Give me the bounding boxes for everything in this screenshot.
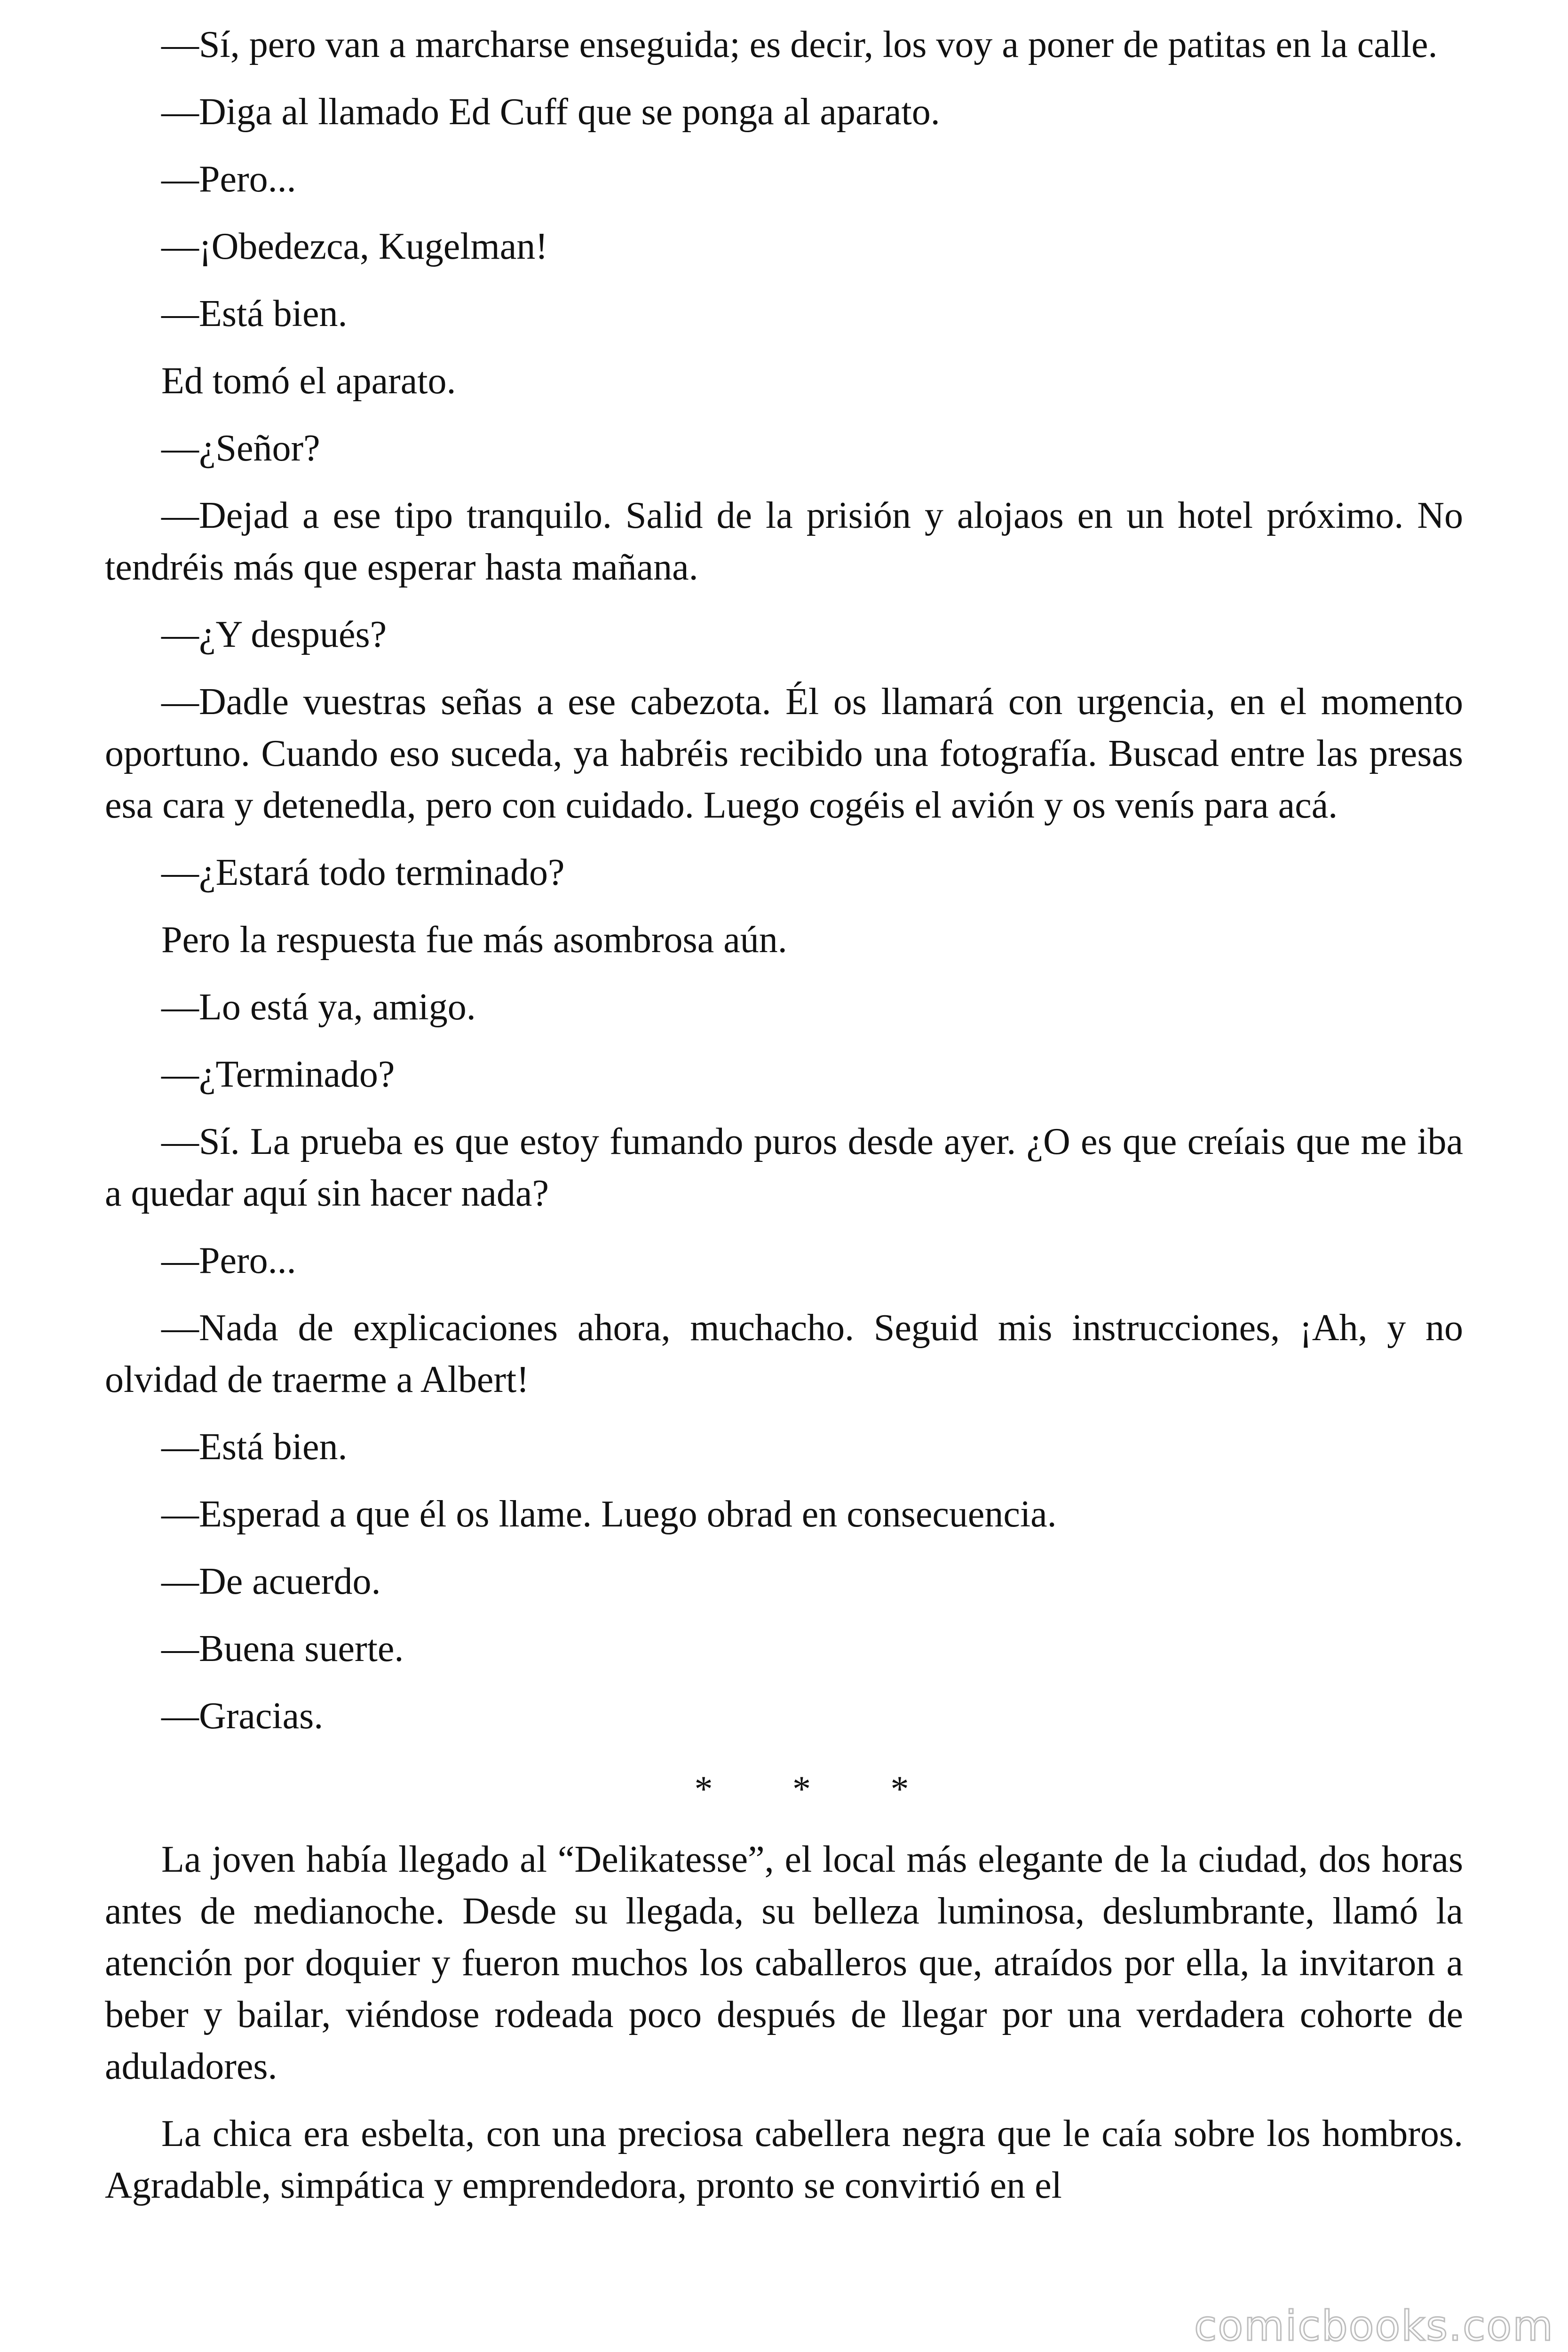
paragraph: —Sí, pero van a marcharse enseguida; es decir, los voy a poner de patitas en la calle.	[161, 24, 1438, 65]
paragraph: —Lo está ya, amigo.	[161, 986, 476, 1028]
paragraph: —De acuerdo.	[161, 1561, 381, 1602]
paragraph: Pero la respuesta fue más asombrosa aún.	[161, 919, 787, 961]
paragraph: La joven había llegado al “Delikatesse”, el local más elegante de la ciudad, dos horas antes de medianoche. Desde su llegada, su belleza luminosa, deslumbrante, llamó la atención por doquier y fueron muchos los caballeros que, atraídos por ella, la invitaron a beber y bailar, viéndose rodeada poco después de llegar por una verdadera cohorte de aduladores.	[105, 1839, 1463, 2087]
paragraph: —Buena suerte.	[161, 1628, 404, 1669]
paragraph: —¿Estará todo terminado?	[161, 852, 565, 893]
paragraph: —Dadle vuestras señas a ese cabezota. Él os llamará con urgencia, en el momento oportuno. Cuando eso suceda, ya habréis recibido una fotografía. Buscad entre las presas esa cara y detenedla, pero con cuidado. Luego cogéis el avión y os venís para acá.	[105, 681, 1463, 826]
paragraph: —Dejad a ese tipo tranquilo. Salid de la prisión y alojaos en un hotel próximo. No tendréis más que esperar hasta mañana.	[105, 495, 1463, 588]
paragraph: —¡Obedezca, Kugelman!	[161, 226, 548, 267]
paragraph: —¿Y después?	[161, 614, 387, 655]
paragraph: —Sí. La prueba es que estoy fumando puros desde ayer. ¿O es que creíais que me iba a quedar aquí sin hacer nada?	[105, 1121, 1463, 1214]
watermark: comicbooks.com	[1194, 2302, 1554, 2350]
paragraph: —¿Terminado?	[161, 1054, 395, 1095]
paragraph: Ed tomó el aparato.	[161, 360, 456, 402]
paragraph: La chica era esbelta, con una preciosa cabellera negra que le caía sobre los hombros. Agradable, simpática y emprendedora, pronto se convirtió en el	[105, 2113, 1463, 2206]
paragraph: —Está bien.	[161, 293, 348, 334]
paragraph: —¿Señor?	[161, 428, 320, 469]
paragraph: —Diga al llamado Ed Cuff que se ponga al aparato.	[161, 91, 940, 133]
paragraph: —Nada de explicaciones ahora, muchacho. Seguid mis instrucciones, ¡Ah, y no olvidad de traerme a Albert!	[105, 1307, 1463, 1400]
book-page	[105, 19, 1463, 2227]
scene-separator: * * *	[694, 1768, 944, 1809]
paragraph: —Esperad a que él os llame. Luego obrad en consecuencia.	[161, 1494, 1057, 1535]
paragraph: —Gracias.	[161, 1695, 324, 1737]
paragraph: —Está bien.	[161, 1426, 348, 1468]
paragraph: —Pero...	[161, 159, 296, 200]
paragraph: —Pero...	[161, 1240, 296, 1281]
